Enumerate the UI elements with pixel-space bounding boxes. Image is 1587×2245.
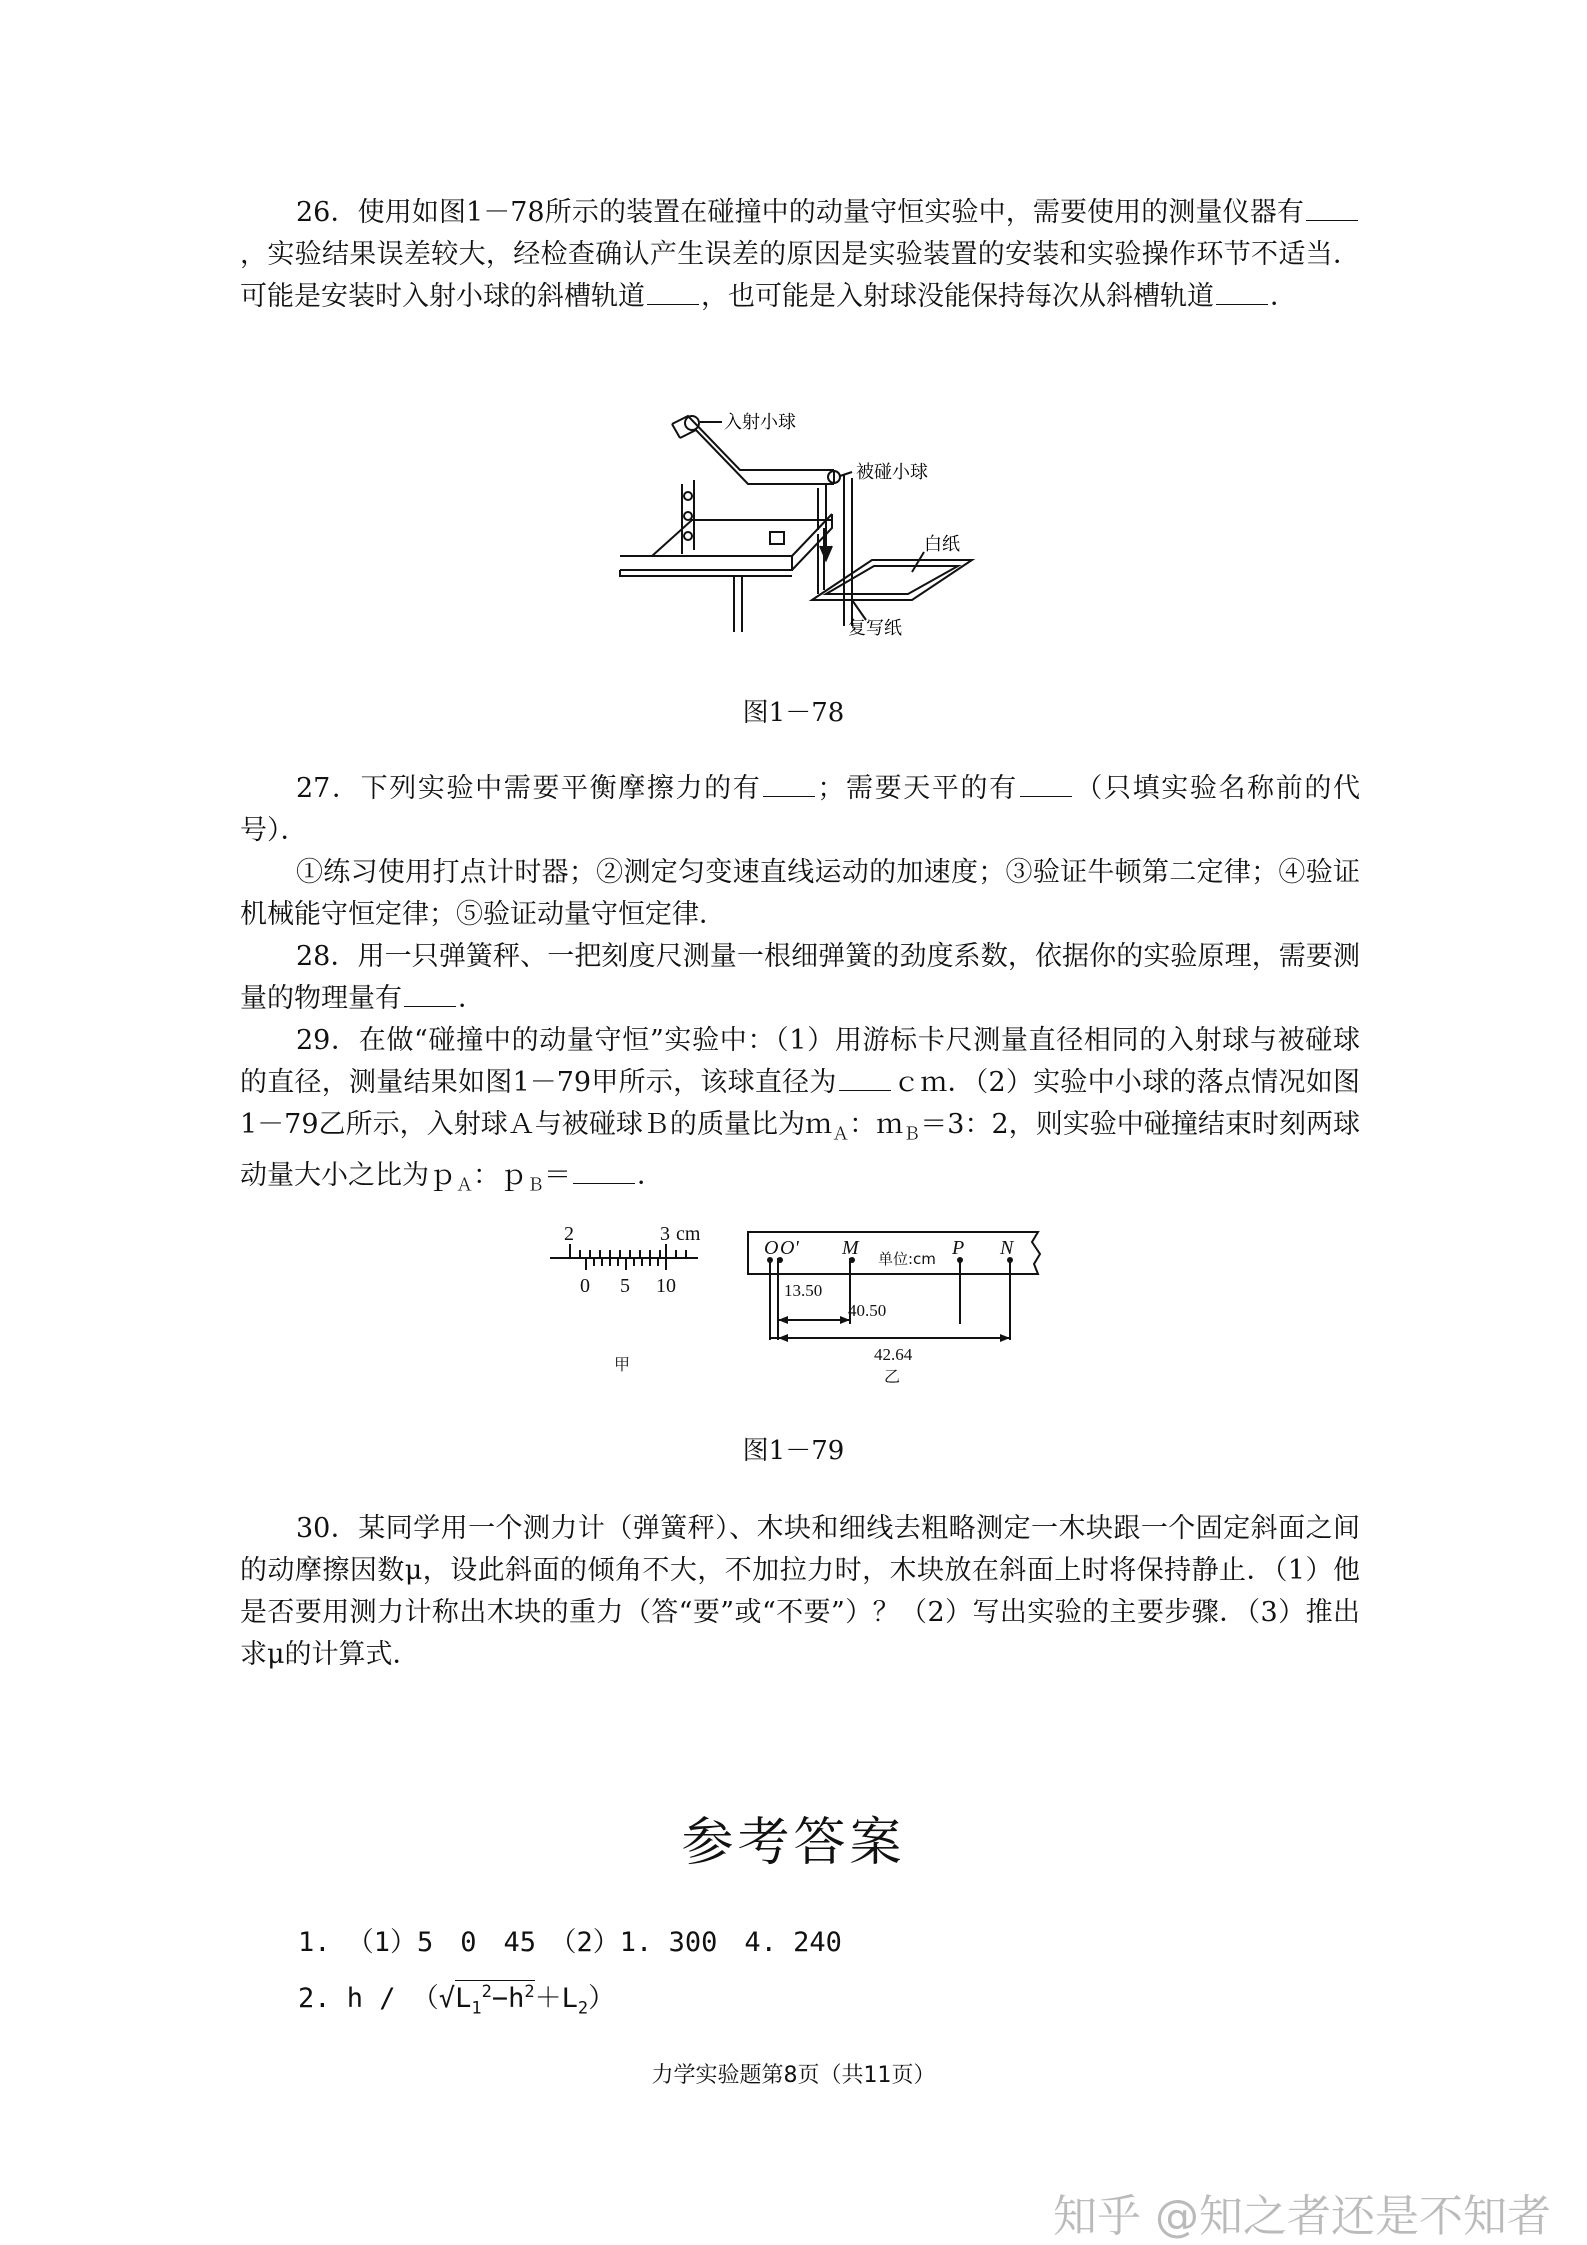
- q29-sub-a: Ａ: [832, 1124, 850, 1145]
- answer-1: 1. （1）5 0 45 （2）1. 300 4. 240: [298, 1927, 842, 1958]
- vernier-0: 0: [580, 1275, 590, 1297]
- label-target-ball: 被碰小球: [856, 462, 928, 483]
- point-O: O: [764, 1237, 779, 1259]
- question-28: [240, 936, 1360, 1020]
- answer-2-radicand: [455, 1980, 535, 2019]
- q27-blank-2[interactable]: [1020, 770, 1072, 797]
- sqrt-icon: √: [438, 1983, 456, 2014]
- q29-sub-b: Ｂ: [903, 1124, 921, 1145]
- q29-blank-2[interactable]: [573, 1157, 635, 1184]
- vernier-5: 5: [620, 1275, 630, 1297]
- q27-text-3: （只填实验名称前的代号）．: [240, 773, 1361, 846]
- figure-1-78-caption: 图1－78: [742, 698, 845, 728]
- q26-blank-3[interactable]: [1216, 278, 1268, 305]
- figure-1-79: [548, 1220, 1048, 1390]
- question-30: [240, 1508, 1360, 1676]
- answer-2-sub1: 1: [471, 1998, 482, 2019]
- label-carbon-paper: 复写纸: [848, 618, 902, 639]
- point-O-prime: O': [780, 1237, 799, 1259]
- caliper-main-3: 3: [660, 1223, 670, 1245]
- q30-text: 30．某同学用一个测力计（弹簧秤）、木块和细线去粗略测定一木块跟一个固定斜面之间的动摩擦因数μ，设此斜面的倾角不大，不加拉力时，木块放在斜面上时将保持静止．（1）他是否要用测力计称出木块的重力（答“要”或“不要”）？（2）写出实验的主要步骤．（3）推出求μ的计算式．: [240, 1513, 1360, 1670]
- q26-text-2: ，实验结果误差较大，经检查确认产生误差的原因是实验装置的安装和实验操作环节不适当．可能是安装时入射小球的斜槽轨道: [240, 239, 1360, 312]
- q27-text-2: ；需要天平的有: [817, 773, 1018, 804]
- q29-text-4: ：ｐ: [473, 1160, 527, 1192]
- q27-blank-1[interactable]: [763, 770, 815, 797]
- figure-1-78: [612, 404, 1012, 644]
- distance-13-50: 13.50: [784, 1281, 823, 1300]
- caliper-main-cm: cm: [676, 1223, 701, 1245]
- answer-2-sup2: 2: [524, 1982, 535, 2002]
- point-M: M: [842, 1237, 859, 1259]
- answer-2-close: ）: [588, 1983, 616, 2014]
- answers-title: 参考答案: [681, 1813, 906, 1873]
- q29-sub-pb: Ｂ: [527, 1175, 544, 1196]
- question-27: [240, 768, 1360, 1207]
- q29-text-3: ＝3：2，则实验中碰撞结束时刻两球动量大小之比为ｐ: [240, 1109, 1361, 1192]
- page-footer: 力学实验题第8页（共11页）: [651, 2063, 936, 2088]
- q27-text-1: 27．下列实验中需要平衡摩擦力的有: [296, 773, 762, 804]
- question-26: [240, 192, 1360, 318]
- q29-text-6: ．: [637, 1160, 664, 1192]
- q28-text-1: 28．用一只弹簧秤、一把刻度尺测量一根细弹簧的劲度系数，依据你的实验原理，需要测量的物理量有: [240, 941, 1360, 1014]
- q28-blank[interactable]: [404, 980, 456, 1007]
- distance-40-50: 40.50: [848, 1301, 887, 1320]
- q26-blank-1[interactable]: [1306, 194, 1358, 221]
- q29-sub-pa: Ａ: [456, 1175, 473, 1196]
- question-29: [240, 1020, 1360, 1207]
- q29-text-1: 29．在做“碰撞中的动量守恒”实验中：（1）用游标卡尺测量直径相同的入射球与被碰球的直径，测量结果如图1－79甲所示，该球直径为: [240, 1025, 1360, 1098]
- q28-text-2: ．: [458, 983, 485, 1014]
- q26-text-3: ，也可能是入射球没能保持每次从斜槽轨道: [701, 281, 1214, 312]
- vernier-10: 10: [656, 1275, 676, 1297]
- caliper-main-2: 2: [564, 1223, 574, 1245]
- q27-options: ①练习使用打点计时器；②测定匀变速直线运动的加速度；③验证牛顿第二定律；④验证机械能守恒定律；⑤验证动量守恒定律．: [240, 857, 1360, 930]
- answer-2-prefix: 2. h / （: [298, 1983, 439, 2014]
- answer-2: [298, 1976, 615, 2018]
- label-white-paper: 白纸: [924, 534, 960, 555]
- answer-2-sub2: 2: [577, 1998, 589, 2019]
- q26-blank-2[interactable]: [647, 278, 699, 305]
- point-N: N: [1000, 1237, 1014, 1259]
- q26-text-1: 26．使用如图1－78所示的装置在碰撞中的动量守恒实验中，需要使用的测量仪器有: [296, 197, 1304, 228]
- q29-text-2: ｃｍ．（2）实验中小球的落点情况如图1－79乙所示，入射球Ａ与被碰球Ｂ的质量比为ｍ: [240, 1067, 1360, 1140]
- distance-42-64: 42.64: [874, 1345, 913, 1364]
- q29-blank-1[interactable]: [839, 1064, 891, 1091]
- q29-text-5: ＝: [544, 1160, 571, 1192]
- label-yi: 乙: [884, 1367, 901, 1386]
- point-P: P: [952, 1237, 965, 1259]
- label-jia: 甲: [614, 1355, 631, 1374]
- watermark: 知乎 @知之者还是不知者: [1053, 2191, 1551, 2242]
- figure-1-79-caption: 图1－79: [742, 1436, 845, 1466]
- answer-2-minus-h: −h: [491, 1983, 525, 2014]
- answer-2-suffix: ＋L: [534, 1983, 578, 2014]
- label-incident-ball: 入射小球: [724, 412, 796, 433]
- q26-text-4: ．: [1270, 281, 1297, 312]
- answer-2-sup1: 2: [481, 1982, 492, 2002]
- unit-label: 单位:cm: [878, 1250, 936, 1268]
- answer-2-L: L: [455, 1983, 472, 2014]
- q29-colon: ：ｍ: [849, 1109, 904, 1140]
